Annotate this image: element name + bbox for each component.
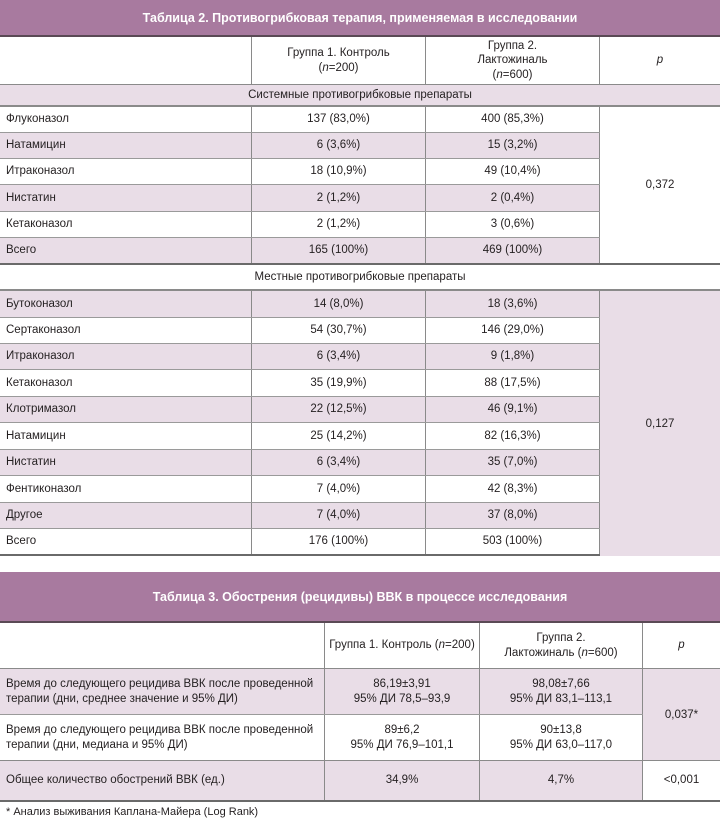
section-systemic: Системные противогрибковые препараты [0,85,720,107]
table-2-title-text: Таблица 2. Противогрибковая терапия, применяемая в исследовании [142,10,578,25]
table-row-total: Общее количество обострений ВВК (ед.) 34,9% 4,7% <0,001 [0,761,720,802]
header-group1: Группа 1. Контроль (n=200) [325,623,480,668]
table-row: Натамицин 6 (3,6%) 15 (3,2%) [0,133,600,159]
local-p-value: 0,127 [600,291,720,556]
footnote: * Анализ выживания Каплана-Майера (Log Rank) [6,806,259,818]
section-local: Местные противогрибковые препараты [0,265,720,291]
table-3-title [0,572,720,623]
table-2-title [0,0,720,37]
table-row: Флуконазол 137 (83,0%) 400 (85,3%) [0,107,600,133]
table-row: Другое 7 (4,0%) 37 (8,0%) [0,503,600,529]
table-3-header-row [0,623,720,669]
header-group2: Группа 2. Лактожиналь (n=600) [426,37,600,84]
table-row: Итраконазол 6 (3,4%) 9 (1,8%) [0,344,600,370]
table-row: Итраконазол 18 (10,9%) 49 (10,4%) [0,159,600,185]
table-3 [0,572,720,802]
table-row: Клотримазол 22 (12,5%) 46 (9,1%) [0,397,600,423]
table-row-total: Всего 165 (100%) 469 (100%) [0,238,600,265]
table-row: Фентиконазол 7 (4,0%) 42 (8,3%) [0,476,600,503]
table-row-total: Всего 176 (100%) 503 (100%) [0,529,600,556]
table-row: Нистатин 6 (3,4%) 35 (7,0%) [0,450,600,476]
header-p: p [656,54,664,67]
recurrence-p-value: 0,037* [643,669,720,761]
table-row: Натамицин 25 (14,2%) 82 (16,3%) [0,423,600,450]
table-3-title-text: Таблица 3. Обострения (рецидивы) ВВК в процессе исследования [152,589,568,604]
header-group2: Группа 2. Лактожиналь (n=600) [480,623,643,668]
table-row: Сертаконазол 54 (30,7%) 146 (29,0%) [0,318,600,344]
header-p: p [678,639,685,652]
table-row: Кетаконазол 35 (19,9%) 88 (17,5%) [0,370,600,397]
header-group1: Группа 1. Контроль (n=200) [252,37,426,84]
systemic-block [0,107,720,265]
recurrence-time-block [0,669,720,761]
table-row: Время до следующего рецидива ВВК после проведенной терапии (дни, медиана и 95% ДИ) 89±6,2 95% ДИ 76,9–101,1 90±13,8 95% ДИ 63,0–117,0 [0,715,643,761]
header-name [0,623,325,668]
local-block [0,291,720,556]
table-row: Нистатин 2 (1,2%) 2 (0,4%) [0,185,600,212]
table-2-header-row [0,37,720,85]
table-row: Бутоконазол 14 (8,0%) 18 (3,6%) [0,291,600,318]
table-row: Время до следующего рецидива ВВК после проведенной терапии (дни, среднее значение и 95% ДИ) 86,19±3,91 95% ДИ 78,5–93,9 98,08±7,66 95% ДИ 83,1–113,1 [0,669,643,715]
header-name [0,37,252,84]
systemic-p-value: 0,372 [600,107,720,265]
table-row: Кетаконазол 2 (1,2%) 3 (0,6%) [0,212,600,238]
